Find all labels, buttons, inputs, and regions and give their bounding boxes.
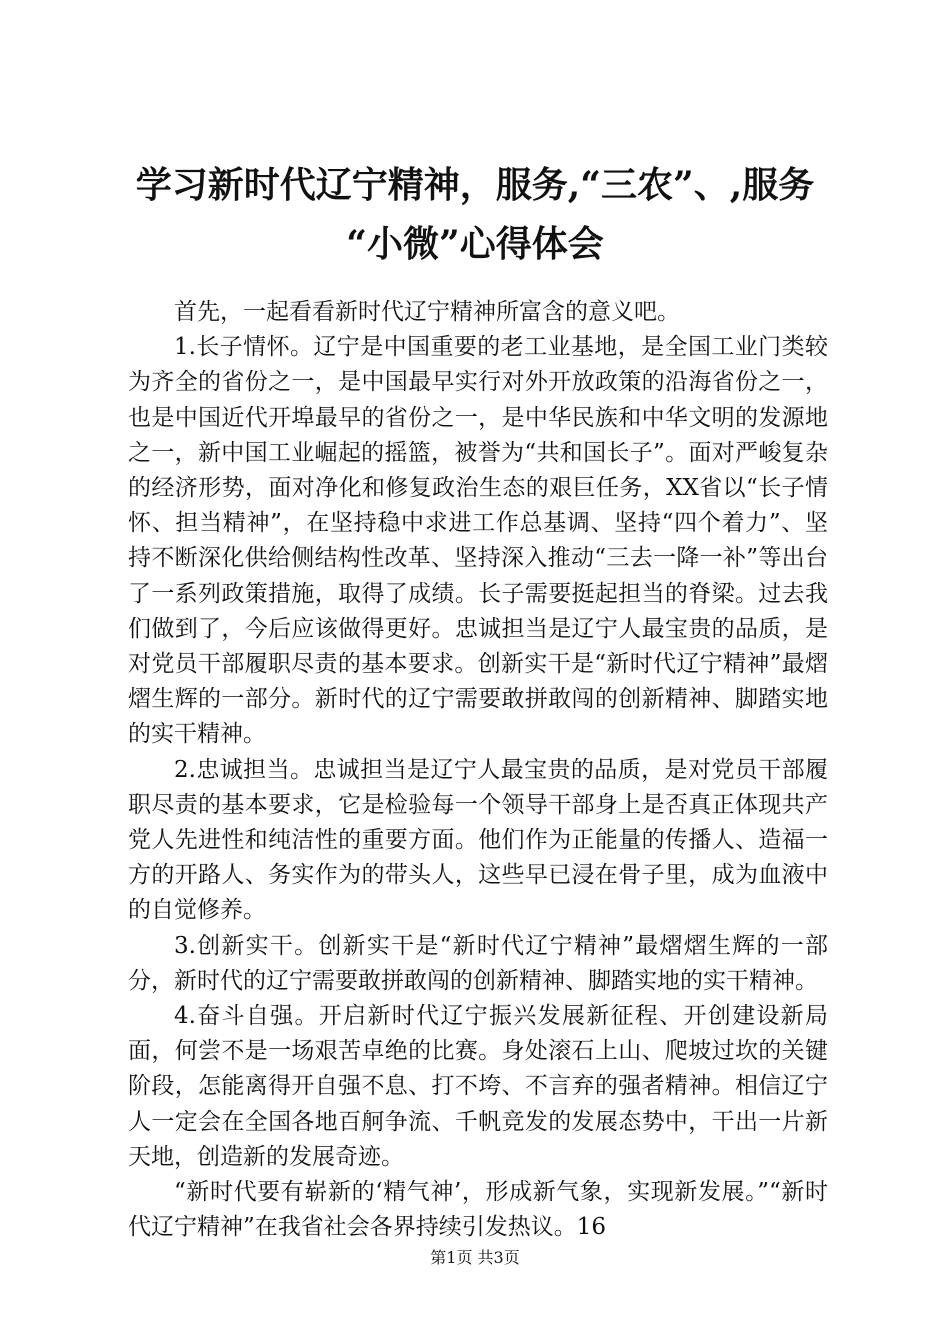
paragraph-4: 4.奋斗自强。开启新时代辽宁振兴发展新征程、开创建设新局面，何尝不是一场艰苦卓绝的比赛。身处滚石上山、爬坡过坎的关键阶段，怎能离得开自强不息、打不垮、不言弃的强者精神。相信辽宁人一定会在全国各地百舸争流、千帆竞发的发展态势中，干出一片新天地，创造新的发展奇迹。 xyxy=(128,1003,828,1170)
document-body xyxy=(128,295,828,1245)
document-title-line-1: 学习新时代辽宁精神，服务,“三农”、,服务 xyxy=(135,164,815,206)
paragraph-1: 1.长子情怀。辽宁是中国重要的老工业基地，是全国工业门类较为齐全的省份之一，是中国最早实行对外开放政策的沿海省份之一，也是中国近代开埠最早的省份之一，是中华民族和中华文明的发源地之一，新中国工业崛起的摇篮，被誉为“共和国长子”。面对严峻复杂的经济形势，面对净化和修复政治生态的艰巨任务，XX省以“长子情怀、担当精神”，在坚持稳中求进工作总基调、坚持“四个着力”、坚持不断深化供给侧结构性改革、坚持深入推动“三去一降一补”等出台了一系列政策措施，取得了成绩。长子需要挺起担当的脊梁。过去我们做到了，今后应该做得更好。忠诚担当是辽宁人最宝贵的品质，是对党员干部履职尽责的基本要求。创新实干是“新时代辽宁精神”最熠熠生辉的一部分。新时代的辽宁需要敢拼敢闯的创新精神、脚踏实地的实干精神。 xyxy=(128,334,828,748)
paragraph-intro: 首先，一起看看新时代辽宁精神所富含的意义吧。 xyxy=(174,299,680,325)
page-footer: 第1页 共3页 xyxy=(430,1248,520,1267)
paragraph-2: 2.忠诚担当。忠诚担当是辽宁人最宝贵的品质，是对党员干部履职尽责的基本要求，它是检验每一个领导干部身上是否真正体现共产党人先进性和纯洁性的重要方面。他们作为正能量的传播人、造福一方的开路人、务实作为的带头人，这些早已浸在骨子里，成为血液中的自觉修养。 xyxy=(128,756,828,924)
paragraph-3: 3.创新实干。创新实干是“新时代辽宁精神”最熠熠生辉的一部分，新时代的辽宁需要敢拼敢闯的创新精神、脚踏实地的实干精神。 xyxy=(128,932,828,994)
paragraph-5: “新时代要有崭新的‘精气神’，形成新气象，实现新发展。”“新时代辽宁精神”在我省社会各界持续引发热议。16 xyxy=(128,1179,828,1241)
document-title-line-2: “小微”心得体会 xyxy=(346,223,604,265)
